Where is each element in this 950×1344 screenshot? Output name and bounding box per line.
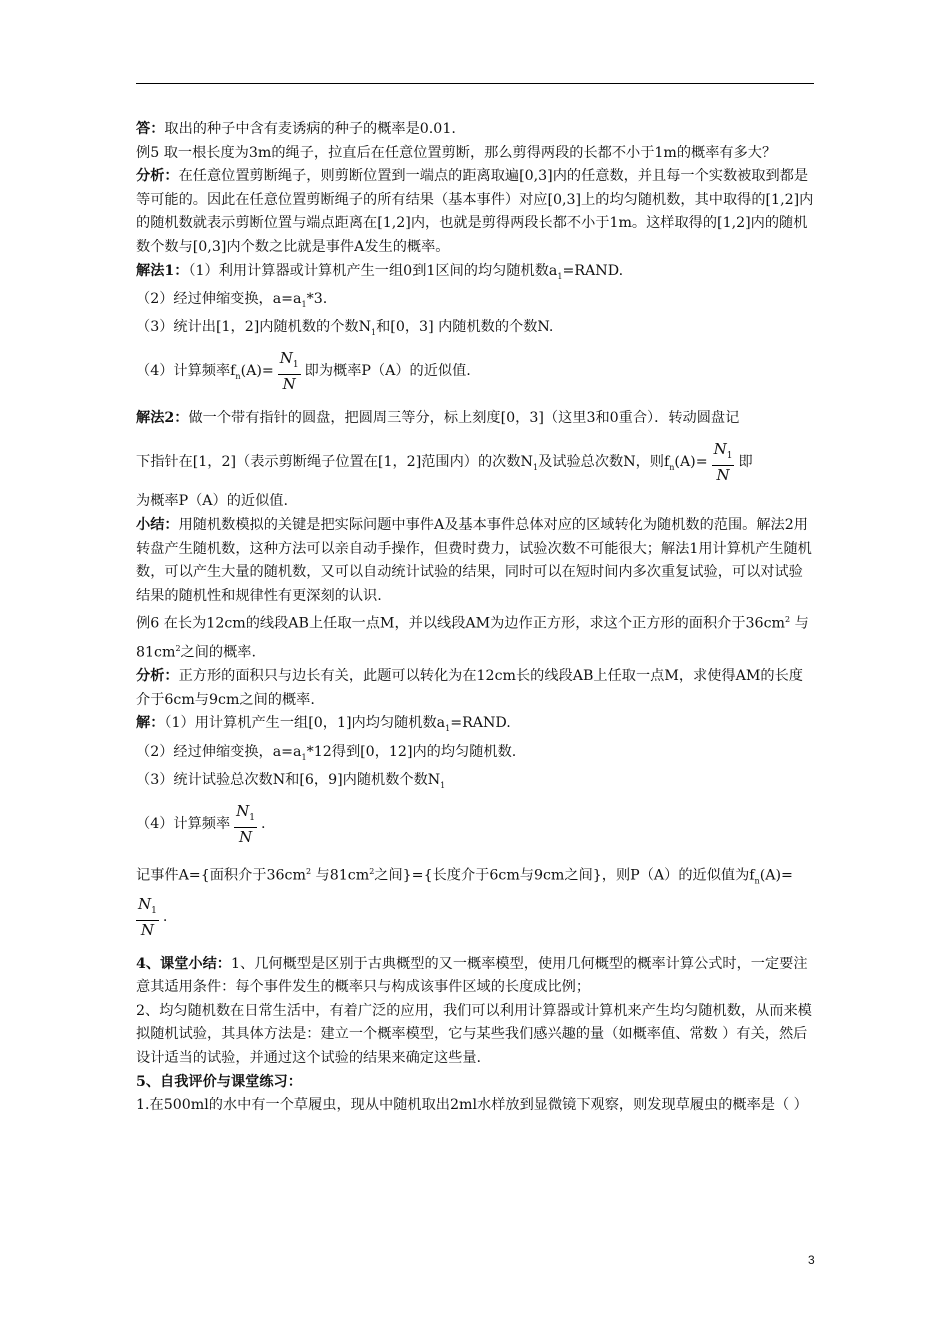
numerator: N: [713, 440, 727, 459]
class-summary-text-1: 1、几何概型是区别于古典概型的又一概率模型，使用几何概型的概率计算公式时，一定要注意其适用条件：每个事件发生的概率只与构成该事件区域的长度成比例；: [136, 955, 808, 996]
numerator: N: [279, 348, 293, 367]
class-summary-label: 4、课堂小结：: [136, 955, 231, 972]
answer-label: 答：: [136, 121, 165, 137]
event-text: 记事件A={面积介于36cm: [136, 867, 306, 884]
summary-text: 用随机数模拟的关键是把实际问题中事件A及基本事件总体对应的区域转化为随机数的范围。解法2用转盘产生随机数，这种方法可以亲自动手操作，但费时费力，试验次数不可能很大；解法1用计算机产生随机数，可以产生大量的随机数，又可以自动统计试验的结果，同时可以在短时间内多次重复试验，可以对试验结果的随机性和规律性有更深刻的认识.: [136, 517, 812, 604]
example-6-text: 例6 在长为12cm的线段AB上任取一点M，并以线段AM为边作正方形，求这个正方形的面积介于36cm: [136, 616, 785, 633]
example-6-text-2: 与81cm: [136, 616, 809, 661]
spacer: [136, 846, 814, 860]
fraction-denominator: N: [716, 466, 730, 485]
numerator-subscript: 1: [249, 812, 256, 823]
solution-step4: [136, 802, 814, 846]
fraction-n1-over-n: [234, 802, 257, 846]
fraction-n1-over-n: [712, 440, 735, 484]
method1-step4-eq: (A)=: [240, 362, 274, 379]
class-summary-1: [136, 953, 814, 1000]
subscript: n: [669, 463, 675, 473]
event-text-3: 之间}={长度介于6cm与9cm之间}，则P（A）的近似值为f: [374, 867, 755, 884]
summary-label: 小结：: [136, 517, 179, 534]
method2-eq: (A)=: [674, 454, 708, 471]
event-definition: [136, 860, 814, 893]
numerator-subscript: 1: [726, 451, 733, 462]
subscript: n: [754, 876, 760, 886]
spacer: [136, 939, 814, 953]
numerator: N: [138, 894, 152, 913]
fraction-numerator: [712, 440, 735, 466]
solution-step4-end: .: [261, 815, 266, 832]
method1-step3-text: （3）统计出[1，2]内随机数的个数N: [136, 319, 372, 336]
superscript: 2: [305, 866, 312, 876]
method1-step4: [136, 349, 814, 393]
class-summary-2: 2、均匀随机数在日常生活中，有着广泛的应用，我们可以利用计算器或计算机来产生均匀随机数，从而来模拟随机试验，其具体方法是：建立一个概率模型，它与某些我们感兴趣的量（如概率值、常数 ）有关，然后设计适当的试验，并通过这个试验的结果来确定这些量.: [136, 1002, 812, 1067]
method1-step3-end: 和[0，3] 内随机数的个数N.: [376, 319, 554, 336]
subscript: n: [235, 371, 241, 381]
method2-text-3: 及试验总次数N，则f: [538, 454, 670, 471]
event-end: .: [162, 908, 168, 925]
page-number: 3: [808, 1253, 815, 1267]
example-5-analysis: [136, 165, 814, 259]
analysis-label: 分析：: [136, 168, 179, 185]
solution-label: 解：: [136, 715, 165, 732]
fraction-n1-over-n: [136, 895, 159, 939]
solution-step3: [136, 769, 814, 797]
question-1: 1.在500ml的水中有一个草履虫，现从中随机取出2ml水样放到显微镜下观察，则发现草履虫的概率是（ ）: [136, 1097, 808, 1114]
analysis-text: 正方形的面积只与边长有关，此题可以转化为在12cm长的线段AB上任取一点M，求使得AM的长度介于6cm与9cm之间的概率.: [136, 668, 803, 708]
solution-step1-end: =RAND.: [450, 715, 511, 732]
subscript: 1: [445, 724, 451, 734]
subscript: 1: [301, 752, 307, 762]
subscript: 1: [440, 780, 446, 790]
solution-step2: [136, 741, 814, 769]
method2-line1: [136, 407, 814, 431]
method1-step1: [136, 260, 814, 288]
solution-step2-text: （2）经过伸缩变换，a=a: [136, 743, 302, 760]
superscript: 2: [784, 615, 791, 625]
method2-end: 即: [738, 454, 753, 471]
subscript: 1: [301, 299, 307, 309]
subscript: 1: [371, 328, 377, 338]
header-rule: [136, 83, 814, 84]
method2-line3: 为概率P（A）的近似值.: [136, 493, 288, 510]
answer-paragraph: [136, 118, 814, 142]
method1-step2-text: （2）经过伸缩变换，a=a: [136, 290, 302, 307]
answer-text: 取出的种子中含有麦诱病的种子的概率是0.01.: [164, 121, 456, 137]
subscript: 1: [532, 463, 539, 473]
method1-step2-end: *3.: [306, 290, 328, 307]
event-eq: (A)=: [759, 867, 793, 884]
method2-line2: [136, 440, 814, 484]
method1-step1-text: （1）利用计算器或计算机产生一组0到1区间的均匀随机数a: [188, 262, 558, 279]
method1-step1-end: =RAND.: [562, 262, 624, 279]
superscript: 2: [369, 866, 375, 876]
fraction-numerator: [278, 349, 301, 375]
fraction-n1-over-n: [278, 349, 301, 393]
solution-step1-text: （1）用计算机产生一组[0，1]内均匀随机数a: [164, 715, 446, 732]
example-6: [136, 608, 814, 665]
fraction-denominator: N: [239, 827, 253, 846]
example-6-text-3: 之间的概率.: [180, 644, 256, 661]
page-content: [136, 118, 814, 1118]
method1-step4-text: （4）计算频率f: [136, 362, 236, 379]
method1-step4-end: 即为概率P（A）的近似值.: [304, 362, 471, 379]
method2-label: 解法2：: [136, 409, 189, 426]
method1-step2: [136, 288, 814, 316]
method1-step3: [136, 316, 814, 344]
method2-text: 做一个带有指针的圆盘，把圆周三等分，标上刻度[0，3]（这里3和0重合）．转动圆盘记: [188, 409, 740, 426]
numerator: N: [236, 801, 250, 820]
example-6-analysis: [136, 665, 814, 712]
method1-label: 解法1：: [136, 262, 189, 279]
fraction-numerator: [234, 802, 257, 828]
fraction-denominator: N: [282, 374, 296, 393]
fraction-denominator: N: [140, 920, 154, 939]
method2-text-2: 下指针在[1，2]（表示剪断绳子位置在[1，2]范围内）的次数N: [136, 454, 533, 471]
analysis-text: 在任意位置剪断绳子，则剪断位置到一端点的距离取遍[0,3]内的任意数，并且每一个实数被取到都是等可能的。因此在任意位置剪断绳子的所有结果（基本事件）对应[0,3]上的均匀随机数，其中取得的[1,2]内的随机数就表示剪断位置与端点距离在[1,2]内，也就是剪得两段长都不小于1m。这样取得的[1,2]内的随机数个数与[0,3]内个数之比就是事件A发生的概率。: [136, 168, 814, 255]
solution-step1: [136, 712, 814, 740]
numerator-subscript: 1: [151, 905, 157, 916]
solution-step3-text: （3）统计试验总次数N和[6，9]内随机数个数N: [136, 772, 441, 789]
superscript: 2: [175, 643, 181, 653]
spacer: [136, 393, 814, 407]
analysis-label: 分析：: [136, 668, 179, 685]
subscript: 1: [557, 271, 563, 281]
event-text-2: 与81cm: [311, 867, 370, 884]
solution-step4-text: （4）计算频率: [136, 815, 231, 832]
fraction-numerator: [136, 895, 159, 921]
solution-step2-end: *12得到[0，12]内的均匀随机数.: [306, 743, 517, 760]
summary-paragraph: [136, 514, 814, 608]
exercise-heading: 5、自我评价与课堂练习：: [136, 1073, 302, 1090]
numerator-subscript: 1: [292, 359, 299, 370]
event-fraction-line: [136, 895, 814, 939]
example-5: 例5 取一根长度为3m的绳子，拉直后在任意位置剪断，那么剪得两段的长都不小于1m的概率有多大？: [136, 144, 777, 161]
